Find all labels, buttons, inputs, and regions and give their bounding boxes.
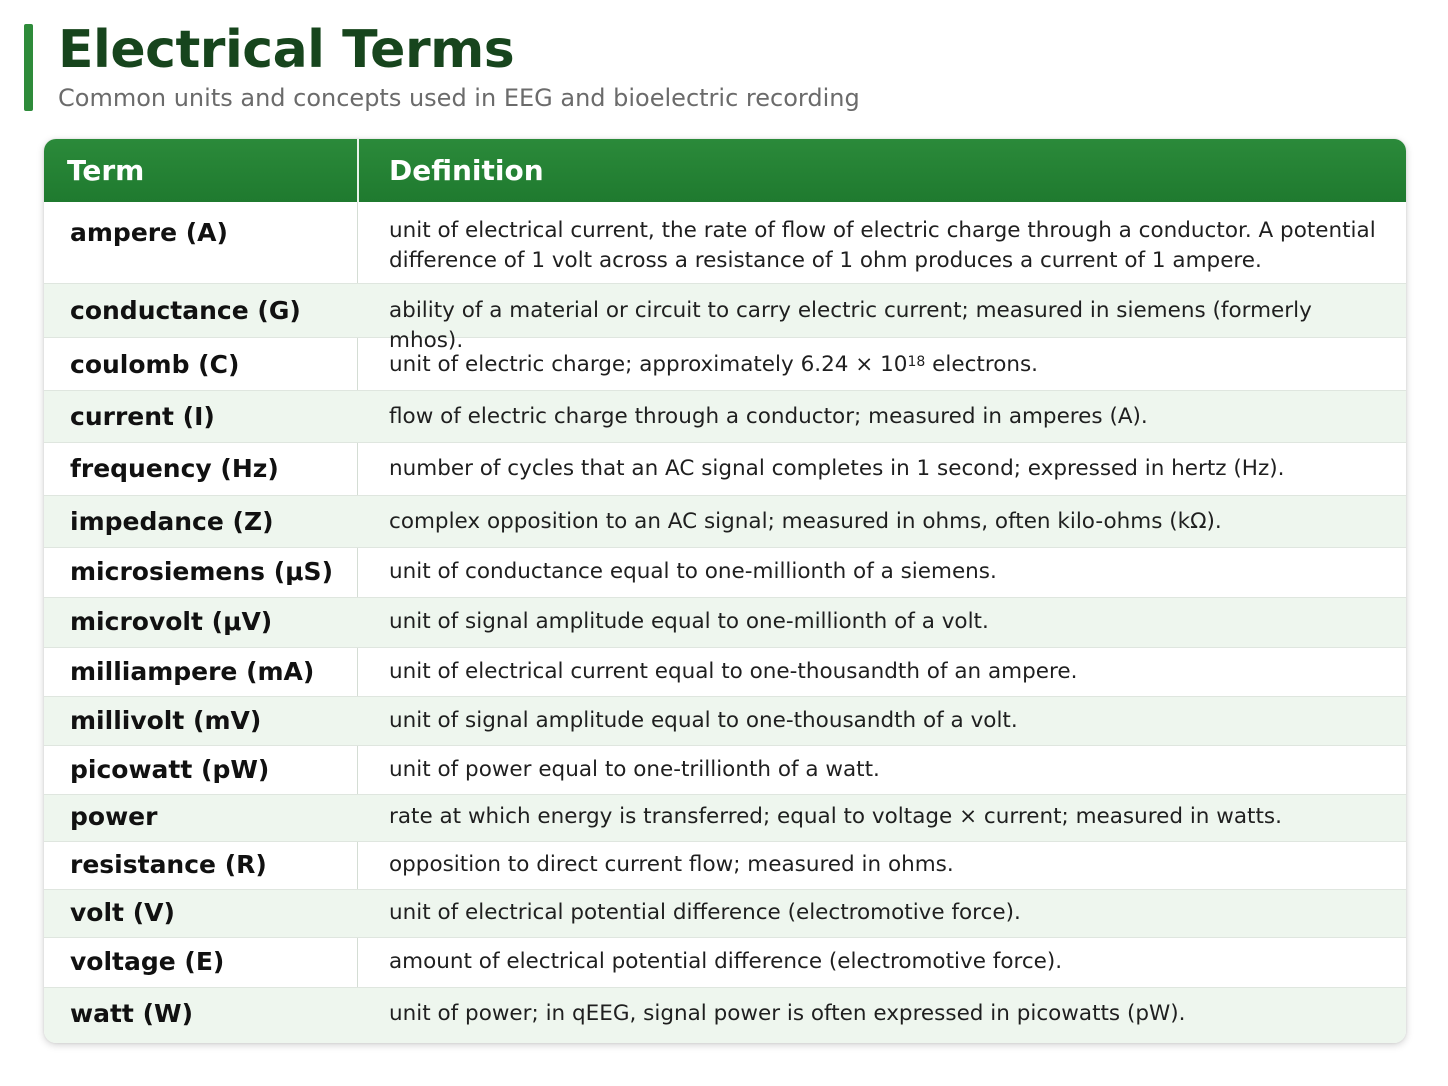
term-cell: ampere (A) [70, 218, 228, 247]
term-cell: volt (V) [70, 898, 175, 927]
page-title: Electrical Terms [58, 20, 515, 80]
definition-text: electrons. [925, 352, 1039, 377]
header-accent-bar [24, 24, 33, 111]
term-cell: millivolt (mV) [70, 706, 262, 735]
terms-table [44, 139, 1406, 1043]
definition-cell: unit of conductance equal to one-millionth of a siemens. [389, 559, 997, 584]
column-header-term: Term [67, 154, 145, 187]
definition-cell: unit of signal amplitude equal to one-millionth of a volt. [389, 609, 989, 634]
term-cell: voltage (E) [70, 947, 225, 976]
table-row [44, 496, 1406, 548]
definition-cell: unit of power equal to one-trillionth of a watt. [389, 757, 880, 782]
table-row [44, 284, 1406, 353]
table-row [44, 890, 1406, 938]
term-cell: impedance (Z) [70, 507, 274, 536]
definition-cell: unit of electrical current equal to one-thousandth of an ampere. [389, 659, 1078, 684]
definition-cell [389, 350, 1389, 380]
definition-cell: flow of electric charge through a conductor; measured in amperes (A). [389, 404, 1148, 429]
definition-cell: unit of electrical current, the rate of flow of electric charge through a conductor. A potential difference of 1 volt across a resistance of 1 ohm produces a current of 1 ampere. [389, 218, 1376, 273]
term-cell: current (I) [70, 402, 215, 431]
definition-cell: ability of a material or circuit to carry electric current; measured in siemens (formerly mhos). [389, 298, 1312, 353]
table-row [44, 598, 1406, 648]
definition-cell: unit of electrical potential difference (electromotive force). [389, 900, 1021, 925]
table-row [44, 746, 1406, 795]
page-header [24, 22, 1024, 112]
table-header [44, 139, 1406, 202]
term-cell: watt (W) [70, 999, 193, 1028]
table-row [44, 938, 1406, 988]
table-row [44, 842, 1406, 890]
term-cell: frequency (Hz) [70, 454, 279, 483]
header-divider [357, 139, 359, 202]
column-header-definition: Definition [389, 154, 544, 187]
table-row [44, 648, 1406, 697]
definition-cell: rate at which energy is transferred; equal to voltage × current; measured in watts. [389, 804, 1282, 829]
term-cell: microvolt (μV) [70, 607, 273, 636]
table-row [44, 443, 1406, 496]
term-cell: conductance (G) [70, 296, 301, 325]
term-cell: resistance (R) [70, 850, 267, 879]
term-cell: power [70, 802, 158, 831]
table-row [44, 697, 1406, 746]
term-cell: milliampere (mA) [70, 657, 315, 686]
table-row [44, 548, 1406, 598]
definition-cell: number of cycles that an AC signal completes in 1 second; expressed in hertz (Hz). [389, 456, 1285, 481]
term-cell: microsiemens (μS) [70, 557, 333, 586]
term-cell: picowatt (pW) [70, 755, 270, 784]
definition-cell: complex opposition to an AC signal; measured in ohms, often kilo-ohms (kΩ). [389, 509, 1222, 534]
definition-cell: opposition to direct current flow; measured in ohms. [389, 852, 954, 877]
table-row [44, 391, 1406, 443]
term-cell: coulomb (C) [70, 350, 240, 379]
page-subtitle: Common units and concepts used in EEG and bioelectric recording [58, 84, 860, 112]
table-row [44, 202, 1406, 284]
exponent: 18 [907, 354, 926, 370]
table-row [44, 988, 1406, 1043]
definition-cell: unit of signal amplitude equal to one-thousandth of a volt. [389, 708, 1018, 733]
table-row [44, 795, 1406, 842]
definition-text: unit of electric charge; approximately 6.24 × 10 [389, 352, 908, 377]
table-row [44, 338, 1406, 391]
definition-cell: unit of power; in qEEG, signal power is often expressed in picowatts (pW). [389, 1001, 1186, 1026]
definition-cell: amount of electrical potential difference (electromotive force). [389, 949, 1063, 974]
